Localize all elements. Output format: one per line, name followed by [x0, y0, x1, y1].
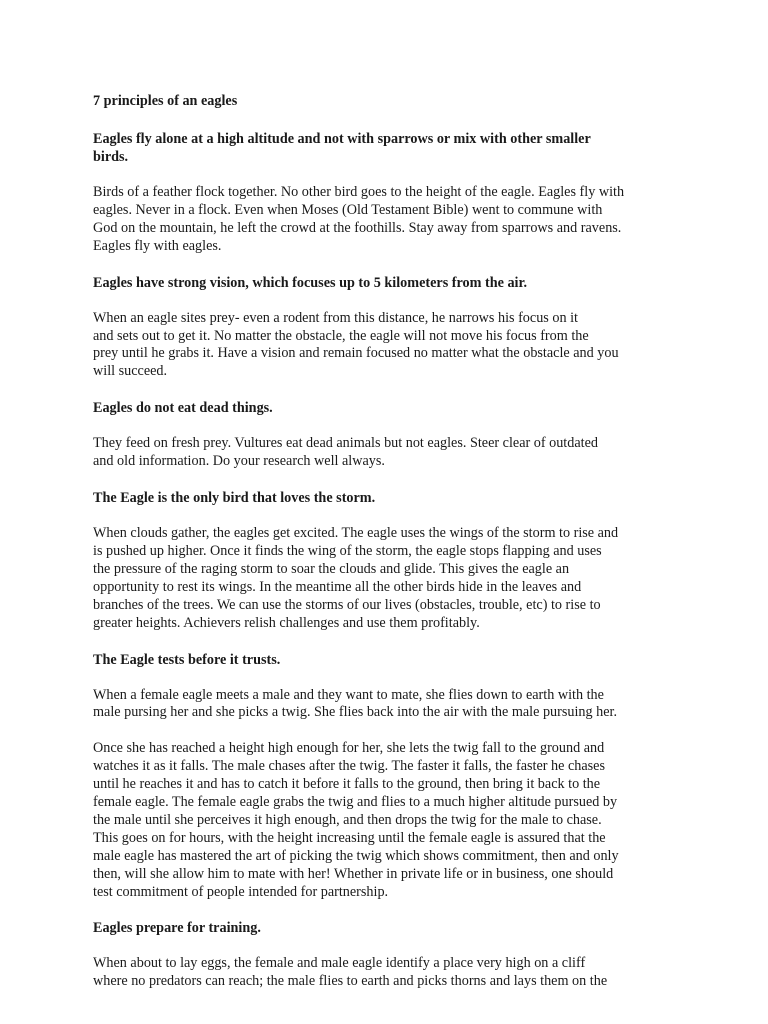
paragraph-line: the pressure of the raging storm to soar the clouds and glide. This gives the eagle an — [93, 560, 570, 577]
document-body — [93, 130, 683, 991]
document-page — [93, 92, 683, 1024]
section-heading — [93, 489, 683, 507]
paragraph-line: where no predators can reach; the male flies to earth and picks thorns and lays them on the — [93, 973, 608, 990]
paragraph-line: branches of the trees. We can use the storms of our lives (obstacles, trouble, etc) to rise to — [93, 596, 601, 613]
paragraph-line: Birds of a feather flock together. No other bird goes to the height of the eagle. Eagles fly with — [93, 184, 625, 200]
section-paragraph — [93, 740, 683, 901]
section-paragraph — [93, 525, 683, 632]
heading-line: Eagles fly alone at a high altitude and not with sparrows or mix with other smaller — [93, 131, 591, 147]
paragraph-line: is pushed up higher. Once it finds the wing of the storm, the eagle stops flapping and uses — [93, 542, 602, 559]
paragraph-line: until he reaches it and has to catch it before it falls to the ground, then bring it back to the — [93, 776, 601, 793]
heading-line: Eagles do not eat dead things. — [93, 400, 273, 417]
paragraph-line: female eagle. The female eagle grabs the twig and flies to a much higher altitude pursued by — [93, 794, 618, 811]
heading-line: birds. — [93, 149, 129, 165]
section-heading — [93, 130, 683, 166]
paragraph-line: male eagle has mastered the art of picking the twig which shows commitment, then and only — [93, 847, 619, 864]
paragraph-line: They feed on fresh prey. Vultures eat dead animals but not eagles. Steer clear of outdated — [93, 435, 598, 452]
section-paragraph — [93, 310, 683, 382]
section-paragraph — [93, 184, 683, 256]
paragraph-line: male pursing her and she picks a twig. She flies back into the air with the male pursuing her. — [93, 704, 618, 721]
paragraph-line: and old information. Do your research well always. — [93, 453, 385, 470]
paragraph-line: will succeed. — [93, 363, 168, 380]
paragraph-line: When an eagle sites prey- even a rodent from this distance, he narrows his focus on it — [93, 309, 578, 326]
paragraph-line: Eagles fly with eagles. — [93, 237, 222, 254]
heading-line: Eagles prepare for training. — [93, 920, 261, 937]
paragraph-line: prey until he grabs it. Have a vision and remain focused no matter what the obstacle and you — [93, 345, 619, 362]
section-heading — [93, 919, 683, 937]
section-heading — [93, 399, 683, 417]
paragraph-line: When a female eagle meets a male and they want to mate, she flies down to earth with the — [93, 686, 604, 703]
section-paragraph — [93, 435, 683, 471]
paragraph-line: When about to lay eggs, the female and male eagle identify a place very high on a cliff — [93, 955, 586, 972]
paragraph-line: eagles. Never in a flock. Even when Moses (Old Testament Bible) went to commune with — [93, 201, 603, 218]
paragraph-line: When clouds gather, the eagles get excited. The eagle uses the wings of the storm to rise and — [93, 525, 619, 542]
paragraph-line: and sets out to get it. No matter the obstacle, the eagle will not move his focus from the — [93, 327, 589, 344]
paragraph-line: watches it as it falls. The male chases after the twig. The faster it falls, the faster he chases — [93, 758, 606, 775]
heading-line: Eagles have strong vision, which focuses up to 5 kilometers from the air. — [93, 274, 528, 291]
paragraph-line: the male until she perceives it high enough, and then drops the twig for the male to chase. — [93, 811, 602, 828]
section-heading — [93, 651, 683, 669]
section-paragraph — [93, 955, 683, 991]
paragraph-line: opportunity to rest its wings. In the meantime all the other birds hide in the leaves and — [93, 578, 582, 595]
paragraph-line: test commitment of people intended for partnership. — [93, 883, 389, 900]
heading-line: The Eagle tests before it trusts. — [93, 651, 281, 668]
document-title: 7 principles of an eagles — [93, 93, 238, 109]
paragraph-line: then, will she allow him to mate with her! Whether in private life or in business, one should — [93, 865, 614, 882]
paragraph-line: Once she has reached a height high enough for her, she lets the twig fall to the ground and — [93, 740, 605, 757]
paragraph-line: God on the mountain, he left the crowd at the foothills. Stay away from sparrows and ravens. — [93, 219, 622, 236]
section-paragraph — [93, 687, 683, 723]
paragraph-line: greater heights. Achievers relish challenges and use them profitably. — [93, 614, 480, 631]
section-heading — [93, 274, 683, 292]
heading-line: The Eagle is the only bird that loves the storm. — [93, 490, 376, 507]
paragraph-line: This goes on for hours, with the height increasing until the female eagle is assured that the — [93, 829, 606, 846]
